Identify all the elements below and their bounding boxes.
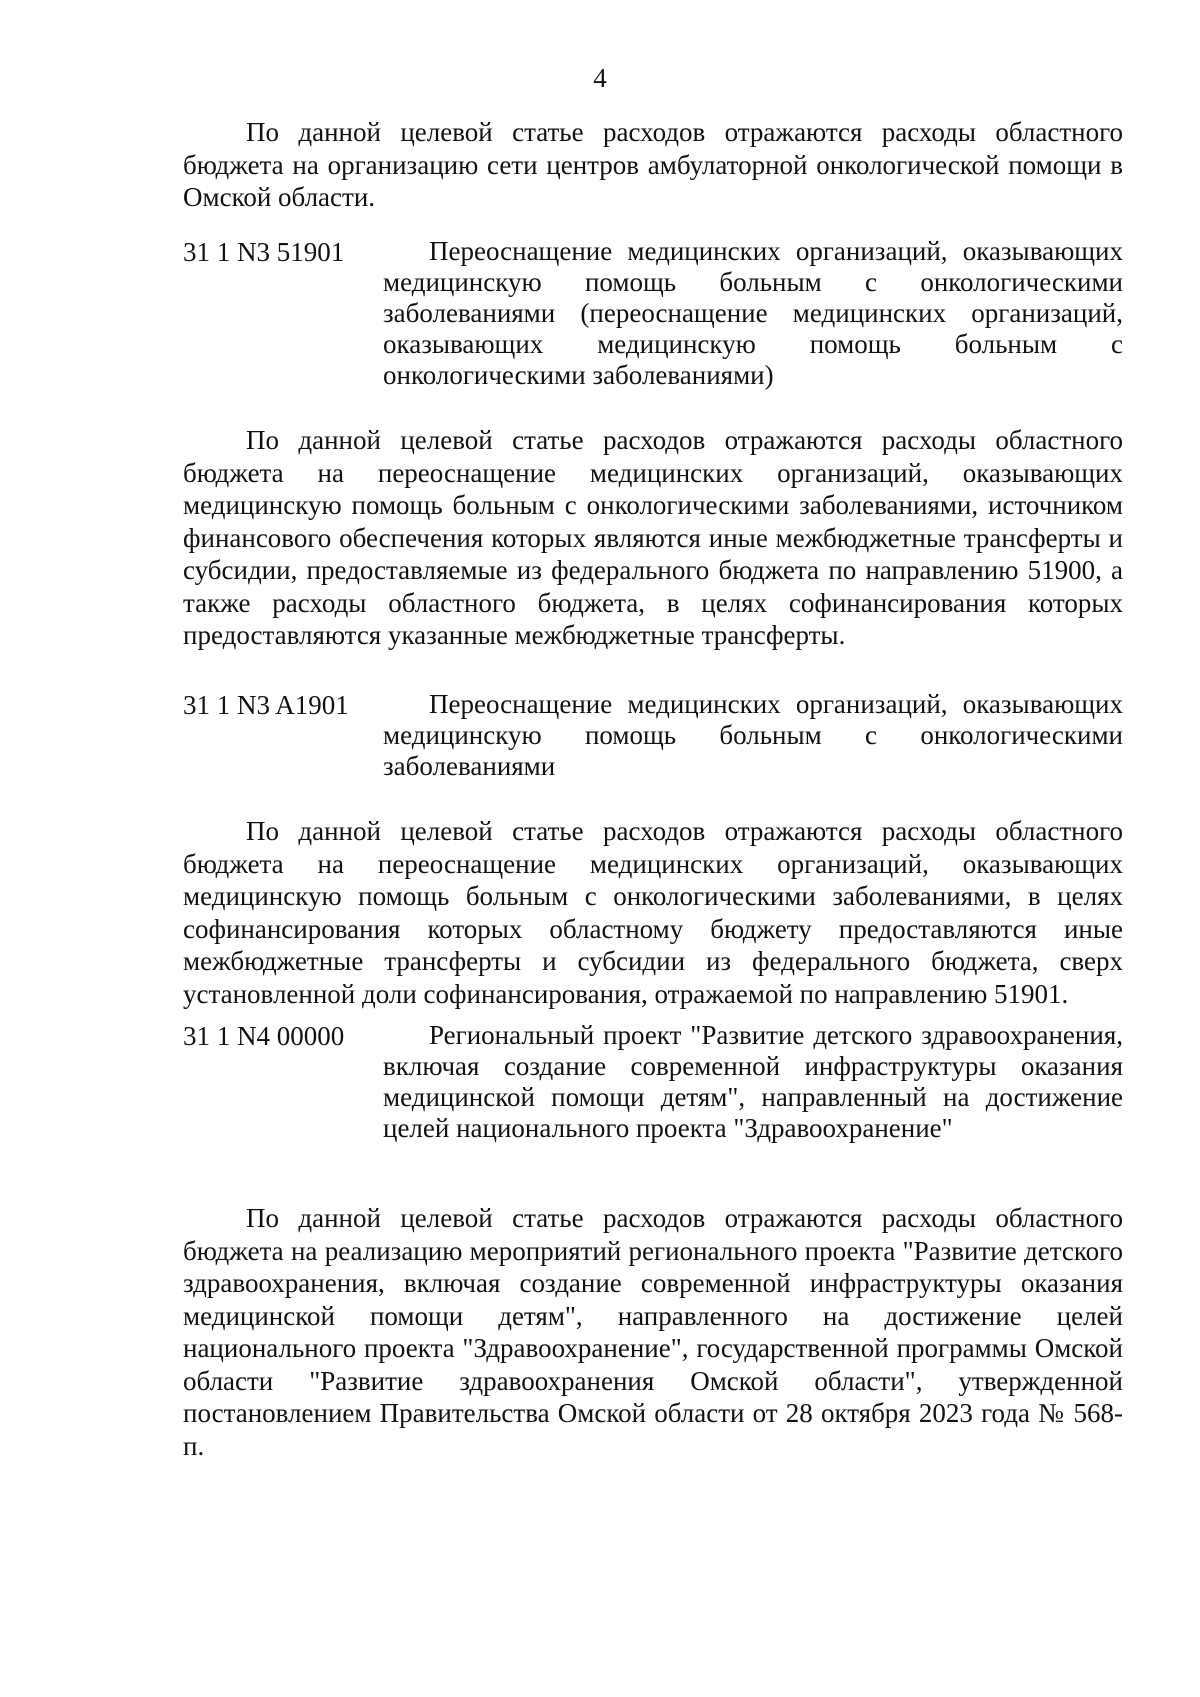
budget-item-title: Региональный проект "Развитие детского здравоохранения, включая создание современной инфраструктуры оказания медицинской помощи детям", направленный на достижение целей национального проекта "Здравоохранение" <box>383 1020 1123 1143</box>
paragraph-description: По данной целевой статье расходов отражаются расходы областного бюджета на переоснащение медицинских организаций, оказывающих медицинскую помощь больным с онкологическими заболеваниями, источником финансового обеспечения которых являются иные межбюджетные трансферты и субсидии, предоставляемые из федерального бюджета по направлению 51900, а также расходы областного бюджета, в целях софинансирования которых предоставляются указанные межбюджетные трансферты. <box>183 425 1123 650</box>
budget-item-title: Переоснащение медицинских организаций, оказывающих медицинскую помощь больным с онкологическими заболеваниями <box>383 689 1123 781</box>
budget-code: 31 1 N3 51901 <box>183 237 345 267</box>
budget-item-title: Переоснащение медицинских организаций, оказывающих медицинскую помощь больным с онкологическими заболеваниями (переоснащение медицинских организаций, оказывающих медицинскую помощь больным с онкологическими заболеваниями) <box>383 236 1123 390</box>
page-number: 4 <box>593 63 607 93</box>
budget-code: 31 1 N3 A1901 <box>183 690 349 720</box>
paragraph-description: По данной целевой статье расходов отражаются расходы областного бюджета на переоснащение медицинских организаций, оказывающих медицинскую помощь больным с онкологическими заболеваниями, в целях софинансирования которых областному бюджету предоставляются иные межбюджетные трансферты и субсидии из федерального бюджета, сверх установленной доли софинансирования, отражаемой по направлению 51901. <box>183 816 1123 1009</box>
paragraph-description: По данной целевой статье расходов отражаются расходы областного бюджета на организацию сети центров амбулаторной онкологической помощи в Омской области. <box>183 117 1123 212</box>
paragraph-description: По данной целевой статье расходов отражаются расходы областного бюджета на реализацию мероприятий регионального проекта "Развитие детского здравоохранения, включая создание современной инфраструктуры оказания медицинской помощи детям", направленного на достижение целей национального проекта "Здравоохранение", государственной программы Омской области "Развитие здравоохранения Омской области", утвержденной постановлением Правительства Омской области от 28 октября 2023 года № 568-п. <box>183 1203 1123 1461</box>
budget-code: 31 1 N4 00000 <box>183 1021 345 1051</box>
